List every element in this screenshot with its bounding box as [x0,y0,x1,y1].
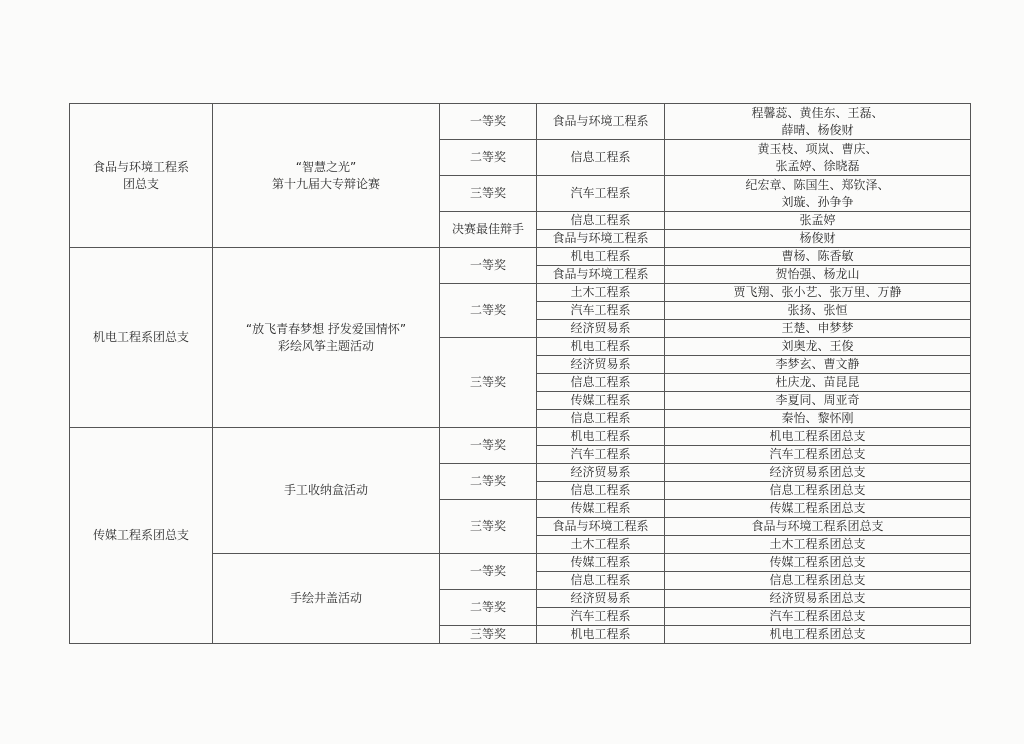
organizer-cell: 传媒工程系团总支 [70,428,213,644]
award-level-cell: 三等奖 [440,500,537,554]
winners-cell: 经济贸易系团总支 [665,590,971,608]
department-cell: 机电工程系 [537,428,665,446]
department-cell: 传媒工程系 [537,554,665,572]
winners-cell: 机电工程系团总支 [665,428,971,446]
department-cell: 机电工程系 [537,338,665,356]
winners-cell: 传媒工程系团总支 [665,554,971,572]
winners-cell: 张扬、张恒 [665,302,971,320]
department-cell: 土木工程系 [537,536,665,554]
department-cell: 机电工程系 [537,248,665,266]
winners-cell: 汽车工程系团总支 [665,608,971,626]
award-level-cell: 二等奖 [440,140,537,176]
winners-cell: 机电工程系团总支 [665,626,971,644]
winners-cell: 纪宏章、陈国生、郑钦泽、 刘璇、孙争争 [665,176,971,212]
winners-cell: 贾飞翔、张小艺、张万里、万静 [665,284,971,302]
table-row [70,104,971,140]
department-cell: 信息工程系 [537,140,665,176]
award-level-cell: 一等奖 [440,104,537,140]
winners-cell: 曹杨、陈香敏 [665,248,971,266]
department-cell: 经济贸易系 [537,356,665,374]
award-level-cell: 二等奖 [440,464,537,500]
department-cell: 信息工程系 [537,374,665,392]
winners-cell: 杨俊财 [665,230,971,248]
department-cell: 机电工程系 [537,626,665,644]
awards-table [69,103,971,644]
winners-cell: 汽车工程系团总支 [665,446,971,464]
activity-name-cell: “放飞青春梦想 抒发爱国情怀” 彩绘风筝主题活动 [213,248,440,428]
winners-cell: 土木工程系团总支 [665,536,971,554]
department-cell: 土木工程系 [537,284,665,302]
award-level-cell: 三等奖 [440,626,537,644]
department-cell: 信息工程系 [537,410,665,428]
table-row [70,428,971,446]
winners-cell: 信息工程系团总支 [665,482,971,500]
department-cell: 食品与环境工程系 [537,104,665,140]
winners-cell: 秦怡、黎怀刚 [665,410,971,428]
organizer-cell: 机电工程系团总支 [70,248,213,428]
department-cell: 经济贸易系 [537,320,665,338]
winners-cell: 经济贸易系团总支 [665,464,971,482]
award-level-cell: 一等奖 [440,554,537,590]
winners-cell: 程馨蕊、黄佳东、王磊、 薛晴、杨俊财 [665,104,971,140]
department-cell: 经济贸易系 [537,590,665,608]
winners-cell: 信息工程系团总支 [665,572,971,590]
winners-cell: 食品与环境工程系团总支 [665,518,971,536]
department-cell: 食品与环境工程系 [537,266,665,284]
department-cell: 信息工程系 [537,212,665,230]
winners-cell: 刘奥龙、王俊 [665,338,971,356]
award-level-cell: 三等奖 [440,338,537,428]
winners-cell: 王楚、申梦梦 [665,320,971,338]
winners-cell: 杜庆龙、苗昆昆 [665,374,971,392]
activity-name-cell: 手绘井盖活动 [213,554,440,644]
activity-name-cell: 手工收纳盒活动 [213,428,440,554]
winners-cell: 张孟婷 [665,212,971,230]
award-level-cell: 一等奖 [440,428,537,464]
department-cell: 信息工程系 [537,482,665,500]
winners-cell: 李夏同、周亚奇 [665,392,971,410]
activity-name-cell: “智慧之光” 第十九届大专辩论赛 [213,104,440,248]
table-row [70,248,971,266]
department-cell: 传媒工程系 [537,392,665,410]
award-level-cell: 一等奖 [440,248,537,284]
winners-cell: 李梦玄、曹文静 [665,356,971,374]
winners-cell: 贺怡强、杨龙山 [665,266,971,284]
department-cell: 汽车工程系 [537,446,665,464]
department-cell: 食品与环境工程系 [537,518,665,536]
department-cell: 传媒工程系 [537,500,665,518]
winners-cell: 黄玉枝、项岚、曹庆、 张孟婷、徐晓磊 [665,140,971,176]
department-cell: 食品与环境工程系 [537,230,665,248]
department-cell: 汽车工程系 [537,302,665,320]
award-level-cell: 三等奖 [440,176,537,212]
award-level-cell: 二等奖 [440,284,537,338]
department-cell: 信息工程系 [537,572,665,590]
award-level-cell: 二等奖 [440,590,537,626]
winners-cell: 传媒工程系团总支 [665,500,971,518]
department-cell: 经济贸易系 [537,464,665,482]
department-cell: 汽车工程系 [537,608,665,626]
award-level-cell: 决赛最佳辩手 [440,212,537,248]
organizer-cell: 食品与环境工程系 团总支 [70,104,213,248]
awards-table-body [70,104,971,644]
department-cell: 汽车工程系 [537,176,665,212]
